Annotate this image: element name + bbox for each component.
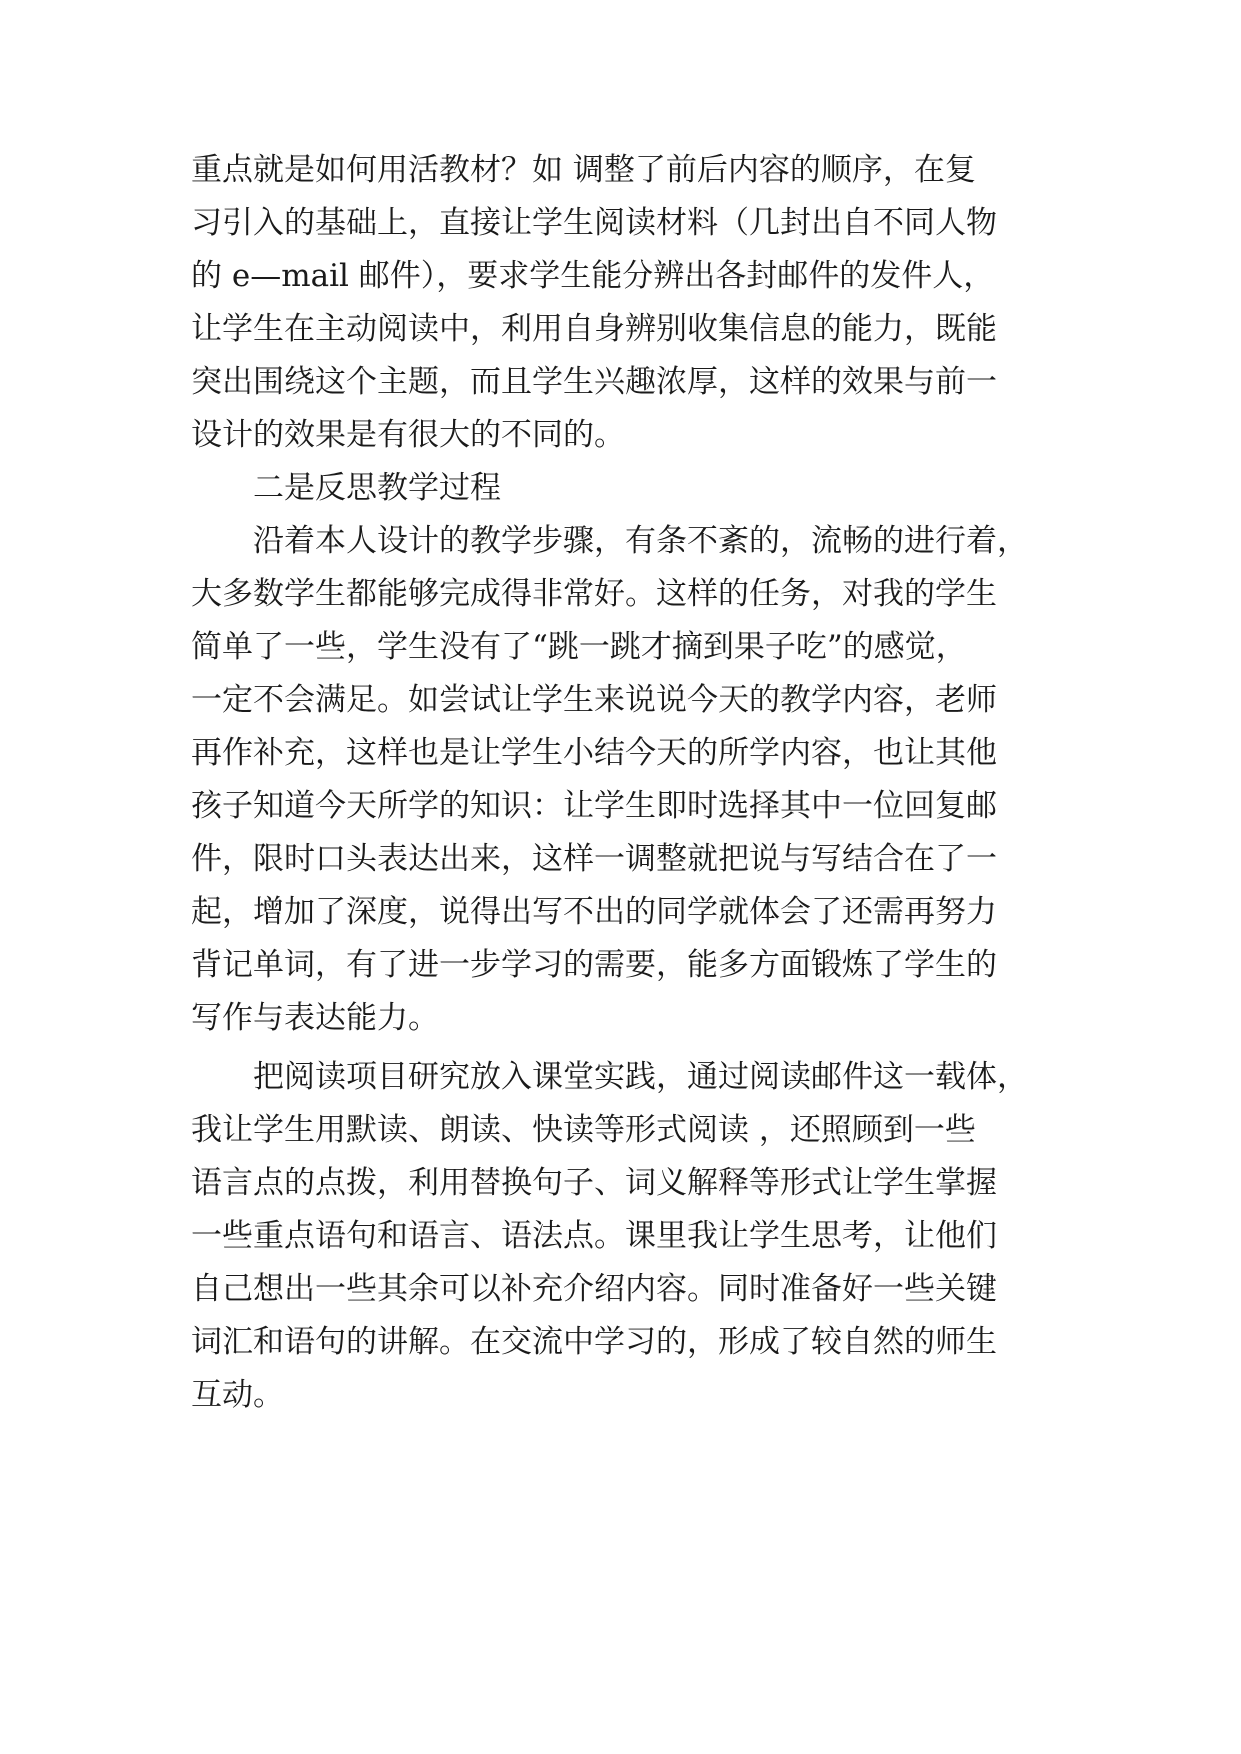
text-line: 大多数学生都能够完成得非常好。这样的任务，对我的学生 bbox=[191, 576, 997, 612]
text-line: 一定不会满足。如尝试让学生来说说今天的教学内容，老师 bbox=[191, 682, 997, 718]
text-line: 突出围绕这个主题，而且学生兴趣浓厚，这样的效果与前一 bbox=[191, 364, 997, 400]
text-line: 再作补充，这样也是让学生小结今天的所学内容，也让其他 bbox=[191, 735, 997, 771]
text-line: 习引入的基础上，直接让学生阅读材料（几封出自不同人物 bbox=[191, 205, 997, 241]
text-line: 词汇和语句的讲解。在交流中学习的，形成了较自然的师生 bbox=[191, 1324, 997, 1360]
text-line: 一些重点语句和语言、语法点。课里我让学生思考，让他们 bbox=[191, 1218, 997, 1254]
text-line: 自己想出一些其余可以补充介绍内容。同时准备好一些关键 bbox=[191, 1271, 997, 1307]
text-line: 语言点的点拨，利用替换句子、词义解释等形式让学生掌握 bbox=[191, 1165, 997, 1201]
text-line: 我让学生用默读、朗读、快读等形式阅读 ，还照顾到一些 bbox=[191, 1112, 976, 1148]
text-line: 的 e—mail 邮件），要求学生能分辨出各封邮件的发件人， bbox=[191, 258, 995, 294]
text-line: 把阅读项目研究放入课堂实践，通过阅读邮件这一载体， bbox=[253, 1059, 1028, 1095]
text-line: 件，限时口头表达出来，这样一调整就把说与写结合在了一 bbox=[191, 841, 997, 877]
text-line: 沿着本人设计的教学步骤，有条不紊的，流畅的进行着， bbox=[253, 523, 1028, 559]
text-line: 设计的效果是有很大的不同的。 bbox=[191, 417, 625, 453]
text-line: 重点就是如何用活教材？如 调整了前后内容的顺序，在复 bbox=[191, 152, 976, 188]
section-heading: 二是反思教学过程 bbox=[253, 470, 501, 506]
text-line: 简单了一些，学生没有了“跳一跳才摘到果子吃”的感觉， bbox=[191, 629, 967, 665]
text-line: 背记单词，有了进一步学习的需要，能多方面锻炼了学生的 bbox=[191, 947, 997, 983]
text-line: 写作与表达能力。 bbox=[191, 1000, 439, 1036]
text-line: 起，增加了深度，说得出写不出的同学就体会了还需再努力 bbox=[191, 894, 997, 930]
text-line: 互动。 bbox=[191, 1377, 284, 1413]
text-line: 让学生在主动阅读中，利用自身辨别收集信息的能力，既能 bbox=[191, 311, 997, 347]
text-line: 孩子知道今天所学的知识：让学生即时选择其中一位回复邮 bbox=[191, 788, 997, 824]
